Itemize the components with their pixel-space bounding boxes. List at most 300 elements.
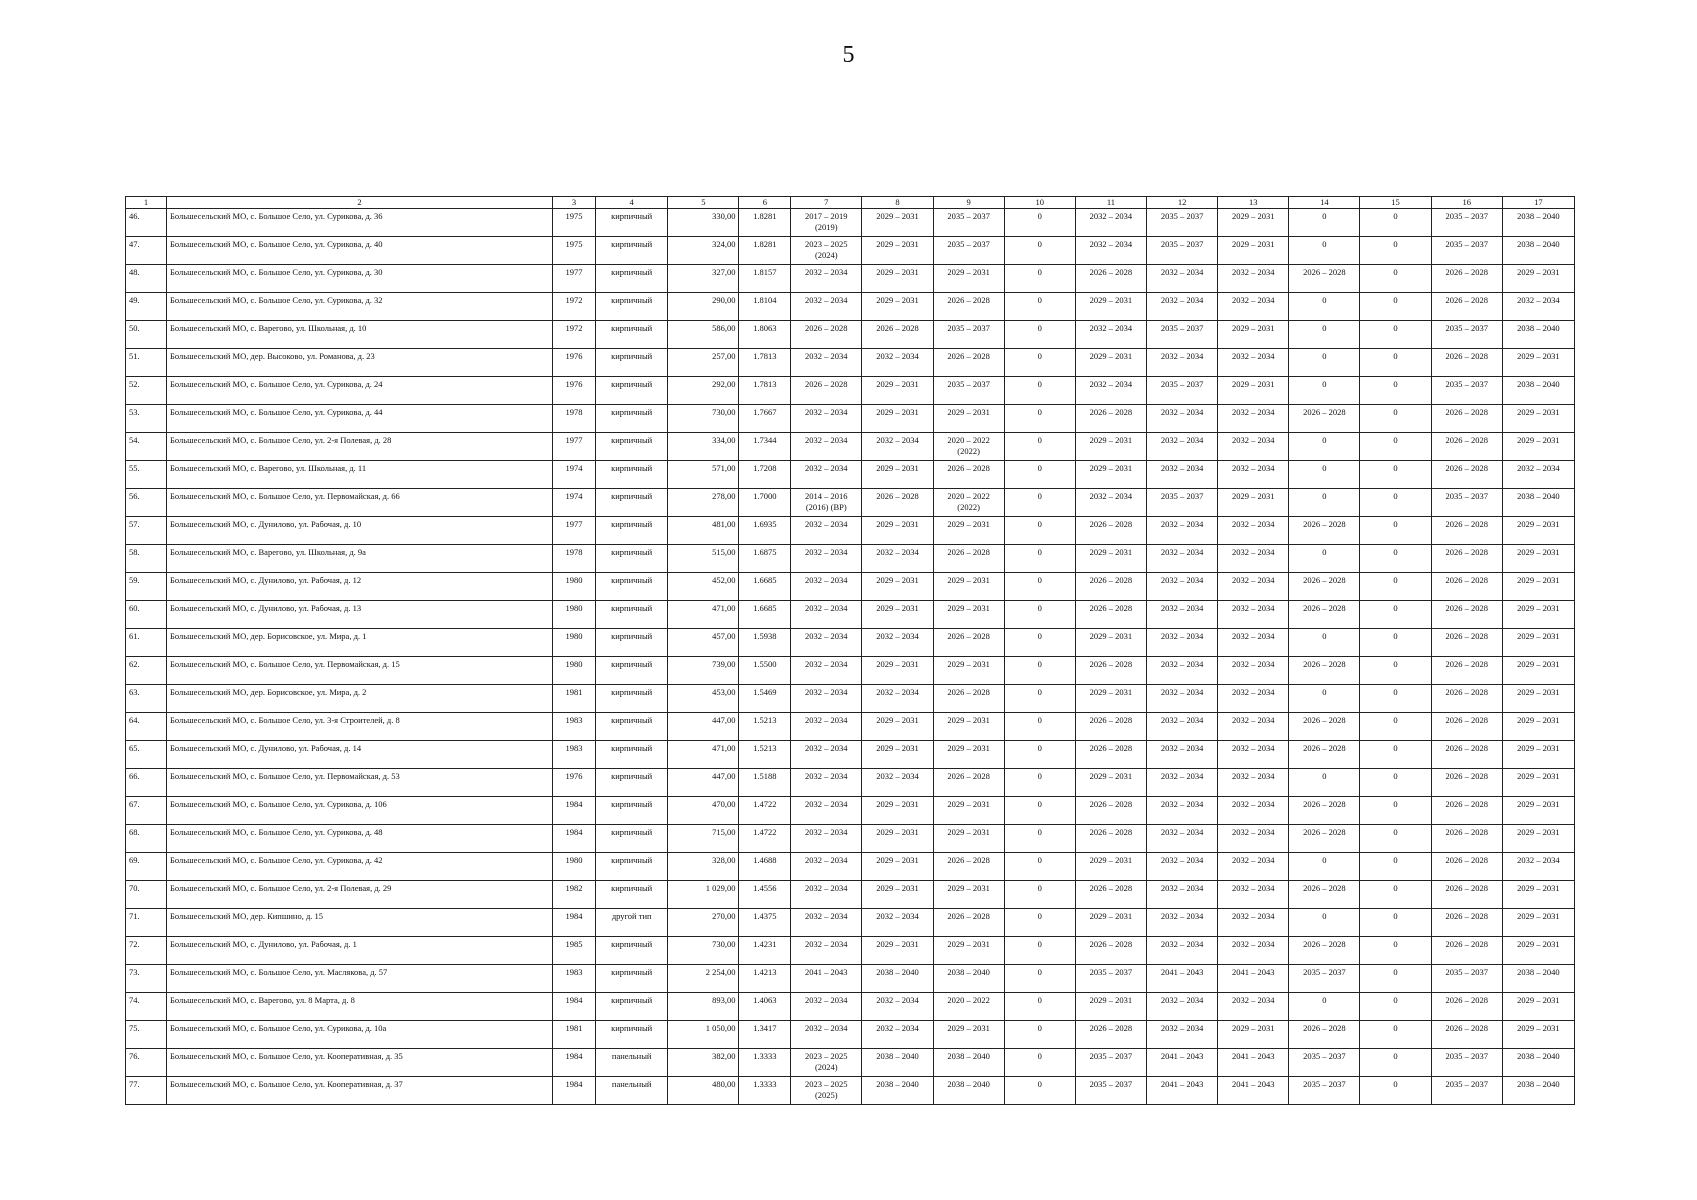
- value-col15-cell: 0: [1360, 377, 1431, 405]
- period-col17-cell: 2032 – 2034: [1502, 461, 1574, 489]
- value-col10-cell: 0: [1004, 377, 1075, 405]
- coefficient-cell: 1.4722: [739, 797, 791, 825]
- address-cell: Большесельский МО, с. Варегово, ул. Школьная, д. 10: [166, 321, 552, 349]
- period-col7-cell: 2026 – 2028: [791, 377, 862, 405]
- value-col15-cell: 0: [1360, 965, 1431, 993]
- period-col13-cell: 2032 – 2034: [1218, 825, 1289, 853]
- build-year-cell: 1975: [552, 237, 595, 265]
- period-col13-cell: 2032 – 2034: [1218, 937, 1289, 965]
- period-col11-cell: 2026 – 2028: [1075, 657, 1146, 685]
- period-col7-cell: 2023 – 2025 (2024): [791, 1049, 862, 1077]
- row-number-cell: 66.: [126, 769, 167, 797]
- wall-material-cell: кирпичный: [596, 881, 668, 909]
- address-cell: Большесельский МО, с. Варегово, ул. 8 Марта, д. 8: [166, 993, 552, 1021]
- column-header-1: 1: [126, 197, 167, 209]
- period-col16-cell: 2026 – 2028: [1431, 741, 1502, 769]
- area-cell: 571,00: [668, 461, 739, 489]
- row-number-cell: 48.: [126, 265, 167, 293]
- period-col7-cell: 2032 – 2034: [791, 937, 862, 965]
- wall-material-cell: кирпичный: [596, 629, 668, 657]
- period-col11-cell: 2032 – 2034: [1075, 237, 1146, 265]
- period-col8-cell: 2029 – 2031: [862, 265, 933, 293]
- period-col9-cell: 2035 – 2037: [933, 377, 1004, 405]
- table-body: [126, 209, 1575, 1105]
- period-col16-cell: 2026 – 2028: [1431, 1021, 1502, 1049]
- period-col17-cell: 2029 – 2031: [1502, 881, 1574, 909]
- period-col9-cell: 2020 – 2022: [933, 993, 1004, 1021]
- period-col16-cell: 2026 – 2028: [1431, 713, 1502, 741]
- column-header-17: 17: [1502, 197, 1574, 209]
- period-col12-cell: 2032 – 2034: [1146, 713, 1217, 741]
- value-col10-cell: 0: [1004, 601, 1075, 629]
- period-col8-cell: 2032 – 2034: [862, 685, 933, 713]
- coefficient-cell: 1.6685: [739, 573, 791, 601]
- period-col16-cell: 2035 – 2037: [1431, 377, 1502, 405]
- period-col14-cell: 0: [1289, 433, 1360, 461]
- period-col12-cell: 2032 – 2034: [1146, 853, 1217, 881]
- period-col17-cell: 2029 – 2031: [1502, 713, 1574, 741]
- period-col12-cell: 2032 – 2034: [1146, 405, 1217, 433]
- address-cell: Большесельский МО, с. Большое Село, ул. Сурикова, д. 24: [166, 377, 552, 405]
- period-col16-cell: 2026 – 2028: [1431, 769, 1502, 797]
- value-col10-cell: 0: [1004, 433, 1075, 461]
- value-col10-cell: 0: [1004, 321, 1075, 349]
- build-year-cell: 1980: [552, 853, 595, 881]
- value-col10-cell: 0: [1004, 853, 1075, 881]
- wall-material-cell: кирпичный: [596, 517, 668, 545]
- row-number-cell: 56.: [126, 489, 167, 517]
- period-col16-cell: 2026 – 2028: [1431, 517, 1502, 545]
- period-col8-cell: 2038 – 2040: [862, 965, 933, 993]
- area-cell: 586,00: [668, 321, 739, 349]
- period-col12-cell: 2032 – 2034: [1146, 545, 1217, 573]
- period-col7-cell: 2026 – 2028: [791, 321, 862, 349]
- row-number-cell: 63.: [126, 685, 167, 713]
- period-col13-cell: 2041 – 2043: [1218, 965, 1289, 993]
- value-col15-cell: 0: [1360, 909, 1431, 937]
- period-col13-cell: 2032 – 2034: [1218, 517, 1289, 545]
- table-row: [126, 573, 1575, 601]
- period-col8-cell: 2029 – 2031: [862, 657, 933, 685]
- period-col9-cell: 2020 – 2022 (2022): [933, 489, 1004, 517]
- period-col9-cell: 2035 – 2037: [933, 209, 1004, 237]
- period-col14-cell: 0: [1289, 237, 1360, 265]
- period-col7-cell: 2032 – 2034: [791, 825, 862, 853]
- period-col13-cell: 2032 – 2034: [1218, 993, 1289, 1021]
- period-col9-cell: 2038 – 2040: [933, 1049, 1004, 1077]
- coefficient-cell: 1.8281: [739, 209, 791, 237]
- period-col17-cell: 2029 – 2031: [1502, 909, 1574, 937]
- period-col7-cell: 2032 – 2034: [791, 993, 862, 1021]
- address-cell: Большесельский МО, с. Большое Село, ул. Сурикова, д. 32: [166, 293, 552, 321]
- period-col14-cell: 0: [1289, 293, 1360, 321]
- period-col8-cell: 2029 – 2031: [862, 237, 933, 265]
- period-col11-cell: 2026 – 2028: [1075, 825, 1146, 853]
- value-col15-cell: 0: [1360, 349, 1431, 377]
- value-col15-cell: 0: [1360, 685, 1431, 713]
- value-col10-cell: 0: [1004, 517, 1075, 545]
- address-cell: Большесельский МО, дер. Кипшино, д. 15: [166, 909, 552, 937]
- period-col7-cell: 2032 – 2034: [791, 713, 862, 741]
- period-col12-cell: 2032 – 2034: [1146, 685, 1217, 713]
- period-col8-cell: 2029 – 2031: [862, 377, 933, 405]
- wall-material-cell: кирпичный: [596, 741, 668, 769]
- period-col17-cell: 2029 – 2031: [1502, 405, 1574, 433]
- column-header-15: 15: [1360, 197, 1431, 209]
- period-col16-cell: 2026 – 2028: [1431, 853, 1502, 881]
- period-col8-cell: 2029 – 2031: [862, 797, 933, 825]
- period-col17-cell: 2029 – 2031: [1502, 825, 1574, 853]
- wall-material-cell: кирпичный: [596, 685, 668, 713]
- value-col15-cell: 0: [1360, 825, 1431, 853]
- value-col15-cell: 0: [1360, 993, 1431, 1021]
- value-col10-cell: 0: [1004, 769, 1075, 797]
- period-col13-cell: 2032 – 2034: [1218, 601, 1289, 629]
- value-col10-cell: 0: [1004, 629, 1075, 657]
- build-year-cell: 1978: [552, 545, 595, 573]
- value-col10-cell: 0: [1004, 573, 1075, 601]
- build-year-cell: 1977: [552, 265, 595, 293]
- period-col9-cell: 2029 – 2031: [933, 657, 1004, 685]
- column-header-10: 10: [1004, 197, 1075, 209]
- period-col9-cell: 2029 – 2031: [933, 405, 1004, 433]
- period-col7-cell: 2032 – 2034: [791, 741, 862, 769]
- period-col14-cell: 2026 – 2028: [1289, 265, 1360, 293]
- period-col7-cell: 2032 – 2034: [791, 853, 862, 881]
- period-col8-cell: 2029 – 2031: [862, 293, 933, 321]
- period-col13-cell: 2032 – 2034: [1218, 741, 1289, 769]
- table-row: [126, 657, 1575, 685]
- area-cell: 452,00: [668, 573, 739, 601]
- period-col13-cell: 2029 – 2031: [1218, 377, 1289, 405]
- period-col8-cell: 2029 – 2031: [862, 937, 933, 965]
- area-cell: 471,00: [668, 741, 739, 769]
- period-col12-cell: 2032 – 2034: [1146, 629, 1217, 657]
- value-col10-cell: 0: [1004, 209, 1075, 237]
- coefficient-cell: 1.7667: [739, 405, 791, 433]
- address-cell: Большесельский МО, дер. Борисовское, ул. Мира, д. 2: [166, 685, 552, 713]
- period-col14-cell: 0: [1289, 461, 1360, 489]
- period-col9-cell: 2029 – 2031: [933, 517, 1004, 545]
- table-row: [126, 237, 1575, 265]
- period-col11-cell: 2029 – 2031: [1075, 769, 1146, 797]
- period-col14-cell: 2026 – 2028: [1289, 657, 1360, 685]
- coefficient-cell: 1.7813: [739, 377, 791, 405]
- period-col13-cell: 2032 – 2034: [1218, 629, 1289, 657]
- period-col12-cell: 2032 – 2034: [1146, 293, 1217, 321]
- period-col11-cell: 2026 – 2028: [1075, 797, 1146, 825]
- value-col10-cell: 0: [1004, 489, 1075, 517]
- area-cell: 278,00: [668, 489, 739, 517]
- period-col17-cell: 2032 – 2034: [1502, 293, 1574, 321]
- row-number-cell: 64.: [126, 713, 167, 741]
- period-col13-cell: 2032 – 2034: [1218, 685, 1289, 713]
- period-col7-cell: 2017 – 2019 (2019): [791, 209, 862, 237]
- address-cell: Большесельский МО, с. Варегово, ул. Школьная, д. 11: [166, 461, 552, 489]
- period-col12-cell: 2032 – 2034: [1146, 937, 1217, 965]
- period-col14-cell: 2026 – 2028: [1289, 937, 1360, 965]
- value-col10-cell: 0: [1004, 293, 1075, 321]
- period-col14-cell: 0: [1289, 909, 1360, 937]
- period-col9-cell: 2035 – 2037: [933, 321, 1004, 349]
- value-col15-cell: 0: [1360, 321, 1431, 349]
- area-cell: 730,00: [668, 937, 739, 965]
- table-row: [126, 545, 1575, 573]
- period-col7-cell: 2032 – 2034: [791, 545, 862, 573]
- period-col7-cell: 2032 – 2034: [791, 797, 862, 825]
- period-col7-cell: 2032 – 2034: [791, 265, 862, 293]
- period-col13-cell: 2032 – 2034: [1218, 713, 1289, 741]
- period-col7-cell: 2032 – 2034: [791, 517, 862, 545]
- table-row: [126, 209, 1575, 237]
- value-col15-cell: 0: [1360, 741, 1431, 769]
- row-number-cell: 71.: [126, 909, 167, 937]
- period-col9-cell: 2029 – 2031: [933, 713, 1004, 741]
- wall-material-cell: кирпичный: [596, 573, 668, 601]
- build-year-cell: 1981: [552, 685, 595, 713]
- area-cell: 447,00: [668, 769, 739, 797]
- period-col7-cell: 2023 – 2025 (2024): [791, 237, 862, 265]
- row-number-cell: 75.: [126, 1021, 167, 1049]
- period-col16-cell: 2035 – 2037: [1431, 237, 1502, 265]
- value-col10-cell: 0: [1004, 545, 1075, 573]
- coefficient-cell: 1.5500: [739, 657, 791, 685]
- table-row: [126, 601, 1575, 629]
- period-col11-cell: 2026 – 2028: [1075, 881, 1146, 909]
- period-col11-cell: 2029 – 2031: [1075, 293, 1146, 321]
- value-col10-cell: 0: [1004, 265, 1075, 293]
- wall-material-cell: кирпичный: [596, 209, 668, 237]
- build-year-cell: 1984: [552, 909, 595, 937]
- table-row: [126, 909, 1575, 937]
- period-col9-cell: 2026 – 2028: [933, 769, 1004, 797]
- address-cell: Большесельский МО, с. Большое Село, ул. Сурикова, д. 10а: [166, 1021, 552, 1049]
- table-row: [126, 1049, 1575, 1077]
- address-cell: Большесельский МО, дер. Высоково, ул. Романова, д. 23: [166, 349, 552, 377]
- address-cell: Большесельский МО, с. Большое Село, ул. Сурикова, д. 42: [166, 853, 552, 881]
- period-col9-cell: 2035 – 2037: [933, 237, 1004, 265]
- period-col17-cell: 2029 – 2031: [1502, 657, 1574, 685]
- period-col8-cell: 2032 – 2034: [862, 909, 933, 937]
- period-col7-cell: 2032 – 2034: [791, 349, 862, 377]
- period-col12-cell: 2032 – 2034: [1146, 769, 1217, 797]
- build-year-cell: 1976: [552, 377, 595, 405]
- period-col14-cell: 2026 – 2028: [1289, 1021, 1360, 1049]
- table-row: [126, 629, 1575, 657]
- coefficient-cell: 1.3333: [739, 1049, 791, 1077]
- row-number-cell: 67.: [126, 797, 167, 825]
- build-year-cell: 1978: [552, 405, 595, 433]
- build-year-cell: 1976: [552, 349, 595, 377]
- row-number-cell: 53.: [126, 405, 167, 433]
- period-col16-cell: 2026 – 2028: [1431, 909, 1502, 937]
- coefficient-cell: 1.4213: [739, 965, 791, 993]
- period-col16-cell: 2026 – 2028: [1431, 405, 1502, 433]
- row-number-cell: 73.: [126, 965, 167, 993]
- build-year-cell: 1981: [552, 1021, 595, 1049]
- wall-material-cell: кирпичный: [596, 405, 668, 433]
- area-cell: 328,00: [668, 853, 739, 881]
- period-col12-cell: 2035 – 2037: [1146, 209, 1217, 237]
- period-col9-cell: 2026 – 2028: [933, 629, 1004, 657]
- coefficient-cell: 1.4556: [739, 881, 791, 909]
- period-col7-cell: 2032 – 2034: [791, 405, 862, 433]
- row-number-cell: 59.: [126, 573, 167, 601]
- table-row: [126, 741, 1575, 769]
- address-cell: Большесельский МО, с. Большое Село, ул. Сурикова, д. 30: [166, 265, 552, 293]
- area-cell: 453,00: [668, 685, 739, 713]
- period-col16-cell: 2026 – 2028: [1431, 349, 1502, 377]
- area-cell: 480,00: [668, 1077, 739, 1105]
- period-col17-cell: 2029 – 2031: [1502, 797, 1574, 825]
- address-cell: Большесельский МО, с. Большое Село, ул. Сурикова, д. 106: [166, 797, 552, 825]
- period-col14-cell: 0: [1289, 993, 1360, 1021]
- address-cell: Большесельский МО, с. Большое Село, ул. Сурикова, д. 44: [166, 405, 552, 433]
- row-number-cell: 58.: [126, 545, 167, 573]
- value-col15-cell: 0: [1360, 629, 1431, 657]
- period-col9-cell: 2029 – 2031: [933, 825, 1004, 853]
- row-number-cell: 60.: [126, 601, 167, 629]
- address-cell: Большесельский МО, с. Большое Село, ул. 2-я Полевая, д. 29: [166, 881, 552, 909]
- coefficient-cell: 1.6685: [739, 601, 791, 629]
- table-row: [126, 405, 1575, 433]
- period-col16-cell: 2035 – 2037: [1431, 965, 1502, 993]
- address-cell: Большесельский МО, с. Большое Село, ул. Сурикова, д. 48: [166, 825, 552, 853]
- period-col11-cell: 2032 – 2034: [1075, 321, 1146, 349]
- period-col7-cell: 2032 – 2034: [791, 769, 862, 797]
- build-year-cell: 1972: [552, 321, 595, 349]
- address-cell: Большесельский МО, с. Большое Село, ул. 2-я Полевая, д. 28: [166, 433, 552, 461]
- period-col16-cell: 2026 – 2028: [1431, 797, 1502, 825]
- period-col17-cell: 2038 – 2040: [1502, 377, 1574, 405]
- address-cell: Большесельский МО, с. Дунилово, ул. Рабочая, д. 13: [166, 601, 552, 629]
- period-col12-cell: 2032 – 2034: [1146, 825, 1217, 853]
- wall-material-cell: кирпичный: [596, 965, 668, 993]
- period-col7-cell: 2032 – 2034: [791, 629, 862, 657]
- period-col14-cell: 0: [1289, 349, 1360, 377]
- period-col13-cell: 2032 – 2034: [1218, 545, 1289, 573]
- value-col15-cell: 0: [1360, 1021, 1431, 1049]
- value-col10-cell: 0: [1004, 937, 1075, 965]
- period-col8-cell: 2032 – 2034: [862, 545, 933, 573]
- period-col11-cell: 2029 – 2031: [1075, 349, 1146, 377]
- period-col11-cell: 2026 – 2028: [1075, 1021, 1146, 1049]
- period-col11-cell: 2026 – 2028: [1075, 265, 1146, 293]
- area-cell: 715,00: [668, 825, 739, 853]
- value-col15-cell: 0: [1360, 937, 1431, 965]
- value-col10-cell: 0: [1004, 965, 1075, 993]
- period-col17-cell: 2038 – 2040: [1502, 209, 1574, 237]
- address-cell: Большесельский МО, с. Большое Село, ул. Маслякова, д. 57: [166, 965, 552, 993]
- value-col10-cell: 0: [1004, 1021, 1075, 1049]
- table-row: [126, 769, 1575, 797]
- value-col15-cell: 0: [1360, 293, 1431, 321]
- period-col7-cell: 2032 – 2034: [791, 573, 862, 601]
- period-col9-cell: 2029 – 2031: [933, 797, 1004, 825]
- wall-material-cell: панельный: [596, 1049, 668, 1077]
- period-col11-cell: 2029 – 2031: [1075, 545, 1146, 573]
- period-col12-cell: 2032 – 2034: [1146, 601, 1217, 629]
- table-row: [126, 937, 1575, 965]
- period-col14-cell: 2026 – 2028: [1289, 573, 1360, 601]
- address-cell: Большесельский МО, с. Дунилово, ул. Рабочая, д. 10: [166, 517, 552, 545]
- value-col15-cell: 0: [1360, 881, 1431, 909]
- period-col7-cell: 2032 – 2034: [791, 461, 862, 489]
- wall-material-cell: кирпичный: [596, 657, 668, 685]
- period-col17-cell: 2038 – 2040: [1502, 489, 1574, 517]
- value-col10-cell: 0: [1004, 825, 1075, 853]
- period-col9-cell: 2029 – 2031: [933, 881, 1004, 909]
- wall-material-cell: кирпичный: [596, 937, 668, 965]
- coefficient-cell: 1.5213: [739, 741, 791, 769]
- table-row: [126, 377, 1575, 405]
- table-row: [126, 713, 1575, 741]
- value-col15-cell: 0: [1360, 1049, 1431, 1077]
- period-col12-cell: 2041 – 2043: [1146, 965, 1217, 993]
- wall-material-cell: кирпичный: [596, 601, 668, 629]
- row-number-cell: 69.: [126, 853, 167, 881]
- address-cell: Большесельский МО, с. Большое Село, ул. Кооперативная, д. 37: [166, 1077, 552, 1105]
- period-col8-cell: 2038 – 2040: [862, 1049, 933, 1077]
- value-col15-cell: 0: [1360, 657, 1431, 685]
- period-col7-cell: 2032 – 2034: [791, 433, 862, 461]
- period-col13-cell: 2029 – 2031: [1218, 321, 1289, 349]
- period-col17-cell: 2029 – 2031: [1502, 545, 1574, 573]
- value-col10-cell: 0: [1004, 797, 1075, 825]
- coefficient-cell: 1.5188: [739, 769, 791, 797]
- period-col13-cell: 2029 – 2031: [1218, 1021, 1289, 1049]
- wall-material-cell: кирпичный: [596, 797, 668, 825]
- period-col17-cell: 2038 – 2040: [1502, 321, 1574, 349]
- period-col11-cell: 2026 – 2028: [1075, 937, 1146, 965]
- value-col15-cell: 0: [1360, 545, 1431, 573]
- period-col14-cell: 2026 – 2028: [1289, 601, 1360, 629]
- period-col8-cell: 2029 – 2031: [862, 601, 933, 629]
- period-col16-cell: 2035 – 2037: [1431, 1077, 1502, 1105]
- period-col12-cell: 2041 – 2043: [1146, 1077, 1217, 1105]
- area-cell: 515,00: [668, 545, 739, 573]
- period-col8-cell: 2032 – 2034: [862, 993, 933, 1021]
- coefficient-cell: 1.8063: [739, 321, 791, 349]
- value-col15-cell: 0: [1360, 489, 1431, 517]
- row-number-cell: 77.: [126, 1077, 167, 1105]
- build-year-cell: 1980: [552, 573, 595, 601]
- area-cell: 382,00: [668, 1049, 739, 1077]
- period-col11-cell: 2029 – 2031: [1075, 629, 1146, 657]
- row-number-cell: 72.: [126, 937, 167, 965]
- period-col8-cell: 2026 – 2028: [862, 321, 933, 349]
- period-col8-cell: 2029 – 2031: [862, 517, 933, 545]
- area-cell: 290,00: [668, 293, 739, 321]
- period-col14-cell: 2035 – 2037: [1289, 965, 1360, 993]
- period-col14-cell: 0: [1289, 769, 1360, 797]
- period-col11-cell: 2035 – 2037: [1075, 1077, 1146, 1105]
- coefficient-cell: 1.4722: [739, 825, 791, 853]
- coefficient-cell: 1.5469: [739, 685, 791, 713]
- period-col16-cell: 2035 – 2037: [1431, 209, 1502, 237]
- period-col11-cell: 2026 – 2028: [1075, 573, 1146, 601]
- period-col9-cell: 2029 – 2031: [933, 741, 1004, 769]
- value-col15-cell: 0: [1360, 797, 1431, 825]
- table-row: [126, 461, 1575, 489]
- period-col13-cell: 2029 – 2031: [1218, 237, 1289, 265]
- period-col13-cell: 2032 – 2034: [1218, 405, 1289, 433]
- period-col17-cell: 2029 – 2031: [1502, 573, 1574, 601]
- value-col15-cell: 0: [1360, 237, 1431, 265]
- period-col8-cell: 2029 – 2031: [862, 209, 933, 237]
- area-cell: 257,00: [668, 349, 739, 377]
- value-col15-cell: 0: [1360, 573, 1431, 601]
